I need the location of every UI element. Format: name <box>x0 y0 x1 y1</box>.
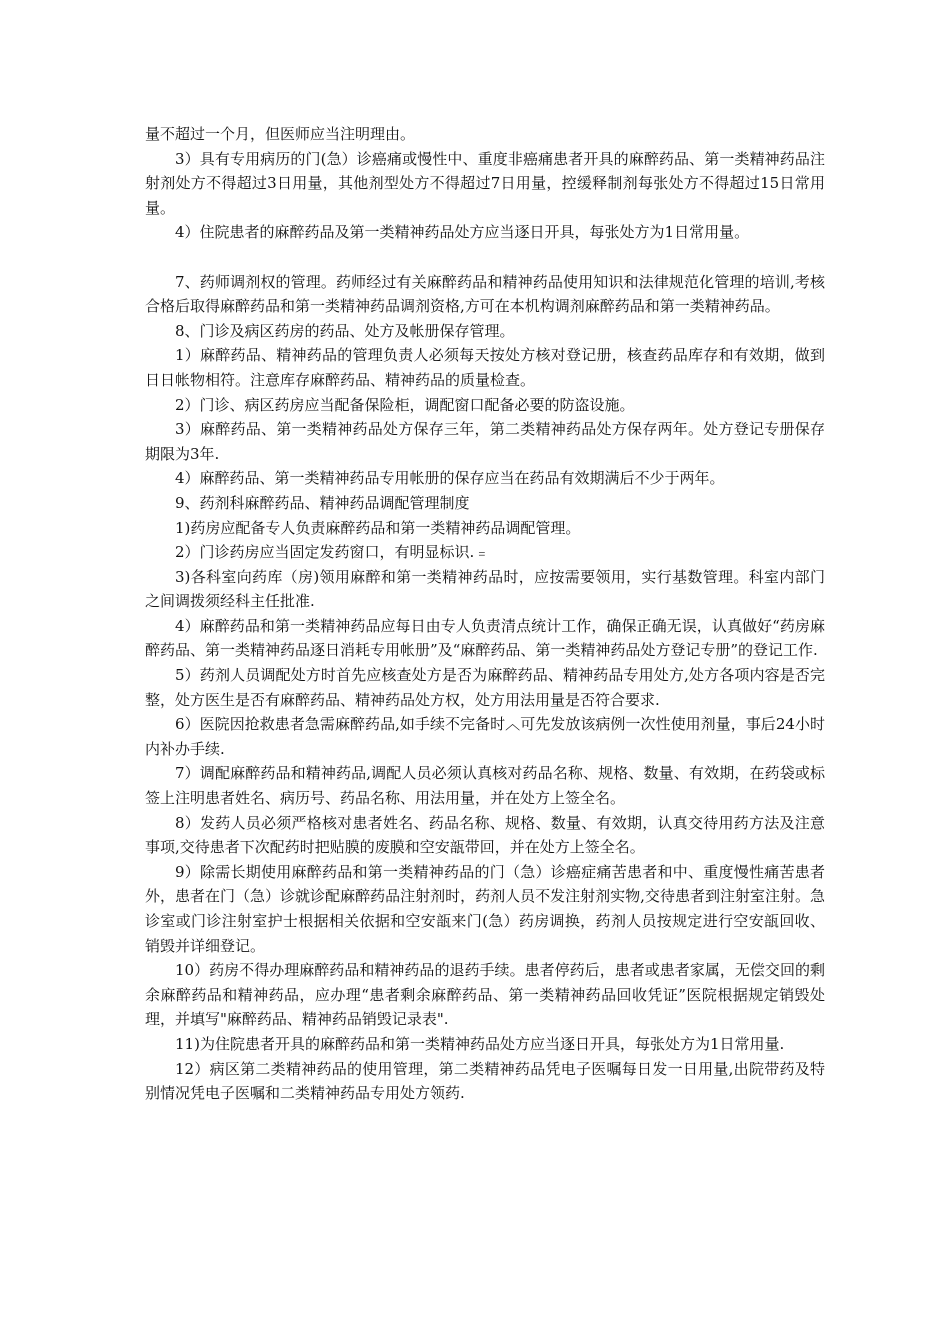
section-9-item-3: 3)各科室向药库（房)领用麻醉和第一类精神药品时，应按需要领用，实行基数管理。科室内部门之间调拨须经科主任批准. <box>145 567 825 611</box>
section-9-item-8: 8）发药人员必须严格核对患者姓名、药品名称、规格、数量、有效期，认真交待用药方法及注意事项,交待患者下次配药时把贴膜的废膜和空安瓿带回，并在处方上签全名。 <box>145 813 825 857</box>
section-9-item-11: 11)为住院患者开具的麻醉药品和第一类精神药品处方应当逐日开具，每张处方为1日常用量. <box>175 1034 785 1053</box>
paragraph-item-4: 4）住院患者的麻醉药品及第一类精神药品处方应当逐日开具，每张处方为1日常用量。 <box>175 223 750 242</box>
paragraph-item-3: 3）具有专用病历的门(急）诊癌痛或慢性中、重度非癌痛患者开具的麻醉药品、第一类精神药品注射剂处方不得超过3日用量，其他剂型处方不得超过7日用量，控缓释制剂每张处方不得超过15日常用量。 <box>145 149 825 217</box>
section-9-item-9: 9）除需长期使用麻醉药品和第一类精神药品的门（急）诊癌症痛苦患者和中、重度慢性痛苦患者外，患者在门（急）诊就诊配麻醉药品注射剂时，药剂人员不发注射剂实物,交待患者到注射室注射。急诊室或门诊注射室护士根据相关依据和空安瓿来门(急）药房调换，药剂人员按规定进行空安瓿回收、销毁并详细登记。 <box>145 862 825 955</box>
section-9-item-2: 2）门诊药房应当固定发药窗口，有明显标识.﹦ <box>175 543 490 562</box>
section-9-item-12: 12）病区第二类精神药品的使用管理，第二类精神药品凭电子医嘱每日发一日用量,出院带药及特别情况凭电子医嘱和二类精神药品专用处方领药. <box>145 1059 825 1103</box>
section-9-item-6: 6）医院因抢救患者急需麻醉药品,如手续不完备时︿可先发放该病例一次性使用剂量，事后24小时内补办手续. <box>145 715 825 758</box>
blank-line <box>145 245 825 270</box>
section-9-item-1: 1)药房应配备专人负责麻醉药品和第一类精神药品调配管理。 <box>175 518 581 537</box>
section-9-item-10: 10）药房不得办理麻醉药品和精神药品的退药手续。患者停药后，患者或患者家属，无偿交回的剩余麻醉药品和精神药品，应办理“患者剩余麻醉药品、第一类精神药品回收凭证”医院根据规定销毁处理，并填写"麻醉药品、精神药品销毁记录表". <box>145 961 825 1029</box>
section-8-item-1: 1）麻醉药品、精神药品的管理负责人必须每天按处方核对登记册，核查药品库存和有效期，做到日日帐物相符。注意库存麻醉药品、精神药品的质量检查。 <box>145 346 825 389</box>
document-body <box>145 122 825 1106</box>
paragraph-continuation: 量不超过一个月，但医师应当注明理由。 <box>145 125 416 143</box>
section-9-item-4: 4）麻醉药品和第一类精神药品应每日由专人负责清点统计工作，确保正确无误，认真做好“药房麻醉药品、第一类精神药品逐日消耗专用帐册”及“麻醉药品、第一类精神药品处方登记专册”的登记工作. <box>145 616 825 660</box>
section-7-pharmacist-dispensing: 7、药师调剂权的管理。药师经过有关麻醉药品和精神药品使用知识和法律规范化管理的培训,考核合格后取得麻醉药品和第一类精神药品调剂资格,方可在本机构调剂麻醉药品和第一类精神药品。 <box>145 272 825 316</box>
section-9-item-5: 5）药剂人员调配处方时首先应核查处方是否为麻醉药品、精神药品专用处方,处方各项内容是否完整，处方医生是否有麻醉药品、精神药品处方权，处方用法用量是否符合要求. <box>145 666 825 709</box>
section-9-item-7: 7）调配麻醉药品和精神药品,调配人员必须认真核对药品名称、规格、数量、有效期，在药袋或标签上注明患者姓名、病历号、药品名称、用法用量，并在处方上签全名。 <box>145 764 825 808</box>
section-8-item-4: 4）麻醉药品、第一类精神药品专用帐册的保存应当在药品有效期满后不少于两年。 <box>175 469 725 488</box>
section-8-item-2: 2）门诊、病区药房应当配备保险柜，调配窗口配备必要的防盗设施。 <box>175 395 635 414</box>
section-8-heading: 8、门诊及病区药房的药品、处方及帐册保存管理。 <box>175 321 515 340</box>
section-9-heading: 9、药剂科麻醉药品、精神药品调配管理制度 <box>175 493 470 512</box>
section-8-item-3: 3）麻醉药品、第一类精神药品处方保存三年，第二类精神药品处方保存两年。处方登记专册保存期限为3年. <box>145 420 825 463</box>
